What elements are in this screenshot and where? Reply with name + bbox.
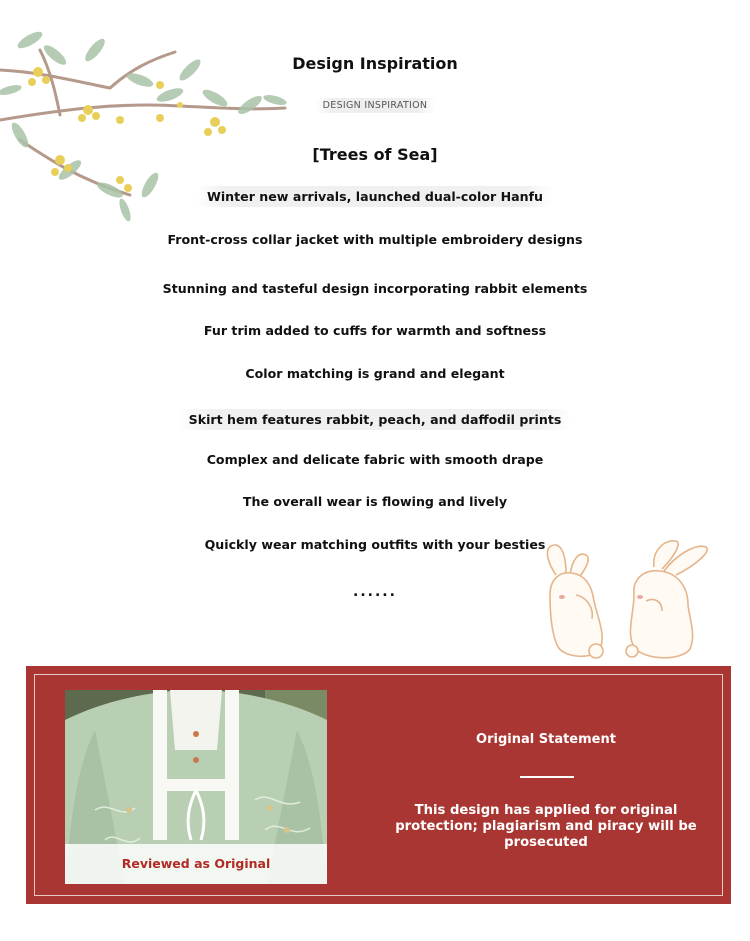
- subtitle-banner: [0, 93, 750, 113]
- feature-line: The overall wear is flowing and lively: [242, 494, 508, 509]
- feature-line: Complex and delicate fabric with smooth drape: [206, 452, 544, 467]
- feature-line: Skirt hem features rabbit, peach, and daffodil prints: [0, 409, 750, 430]
- ellipsis: ......: [353, 584, 397, 600]
- feature-line: Fur trim added to cuffs for warmth and softness: [203, 323, 547, 338]
- feature-line: Color matching is grand and elegant: [245, 366, 505, 381]
- collection-name: [Trees of Sea]: [312, 145, 438, 164]
- feature-line: Winter new arrivals, launched dual-color Hanfu: [0, 186, 750, 207]
- page-title: Design Inspiration: [292, 54, 458, 73]
- statement-title: Original Statement: [476, 732, 616, 747]
- product-photo: [65, 690, 327, 884]
- original-statement-panel: [26, 666, 731, 904]
- feature-line: Quickly wear matching outfits with your besties: [204, 537, 546, 552]
- reviewed-caption: Reviewed as Original: [65, 844, 327, 884]
- page-subtitle: DESIGN INSPIRATION: [315, 98, 436, 113]
- feature-line: Front-cross collar jacket with multiple embroidery designs: [167, 232, 583, 247]
- feature-line: Stunning and tasteful design incorporating rabbit elements: [162, 281, 588, 296]
- statement-divider: [520, 776, 574, 778]
- statement-body: This design has applied for original protection; plagiarism and piracy will be prosecuted: [395, 803, 697, 850]
- rabbits-illustration: [536, 535, 716, 665]
